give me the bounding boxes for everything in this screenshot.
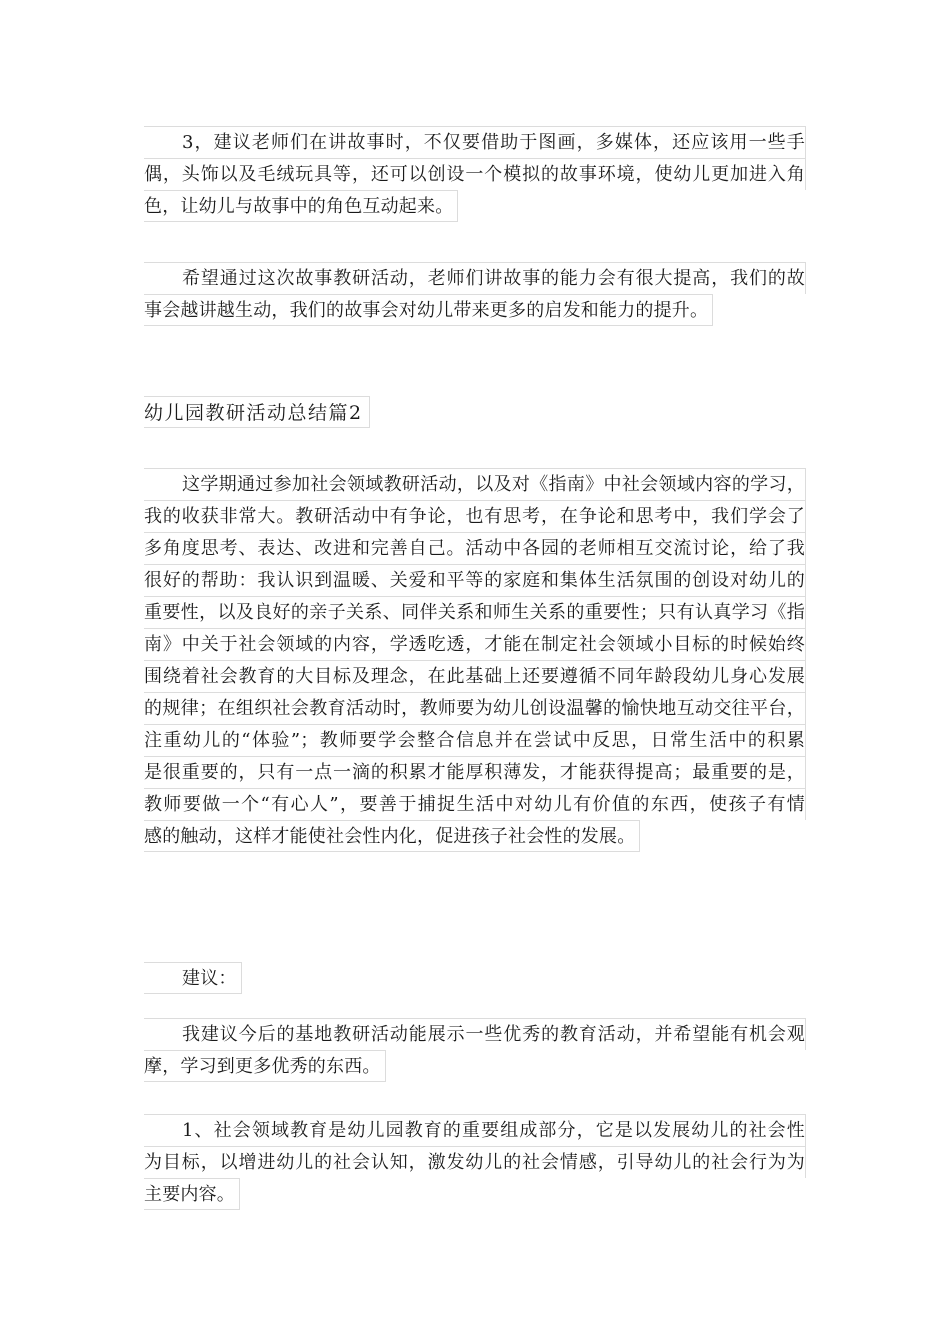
paragraph-line: 摩，学习到更多优秀的东西。 — [144, 1050, 386, 1082]
paragraph-line: 事会越讲越生动，我们的故事会对幼儿带来更多的启发和能力的提升。 — [144, 294, 713, 326]
paragraph-line: 我建议今后的基地教研活动能展示一些优秀的教育活动，并希望能有机会观 — [144, 1018, 806, 1050]
section-heading: 幼儿园教研活动总结篇2 — [144, 396, 370, 428]
paragraph-line: 色，让幼儿与故事中的角色互动起来。 — [144, 190, 458, 222]
paragraph-line: 为目标，以增进幼儿的社会认知，激发幼儿的社会情感，引导幼儿的社会行为为 — [144, 1146, 806, 1178]
paragraph-suggestion-3 — [144, 126, 806, 223]
paragraph-line: 3，建议老师们在讲故事时，不仅要借助于图画，多媒体，还应该用一些手 — [144, 126, 806, 158]
paragraph-line: 希望通过这次故事教研活动，老师们讲故事的能力会有很大提高，我们的故 — [144, 262, 806, 294]
paragraph-line: 南》中关于社会领域的内容，学透吃透，才能在制定社会领域小目标的时候始终 — [144, 628, 806, 660]
paragraph-point-1 — [144, 1114, 806, 1211]
paragraph-suggestion-observe — [144, 1018, 806, 1083]
paragraph-line: 教师要做一个“有心人”，要善于捕捉生活中对幼儿有价值的东西，使孩子有情 — [144, 788, 806, 820]
paragraph-line: 围绕着社会教育的大目标及理念，在此基础上还要遵循不同年龄段幼儿身心发展 — [144, 660, 806, 692]
paragraph-line: 感的触动，这样才能使社会性内化，促进孩子社会性的发展。 — [144, 820, 640, 852]
paragraph-line: 这学期通过参加社会领域教研活动，以及对《指南》中社会领域内容的学习， — [144, 468, 806, 500]
paragraph-line: 重要性，以及良好的亲子关系、同伴关系和师生关系的重要性；只有认真学习《指 — [144, 596, 806, 628]
paragraph-line: 是很重要的，只有一点一滴的积累才能厚积薄发，才能获得提高；最重要的是， — [144, 756, 806, 788]
paragraph-suggestion-label — [144, 962, 806, 995]
paragraph-line: 多角度思考、表达、改进和完善自己。活动中各园的老师相互交流讨论，给了我 — [144, 532, 806, 564]
paragraph-line: 偶，头饰以及毛绒玩具等，还可以创设一个模拟的故事环境，使幼儿更加进入角 — [144, 158, 806, 190]
paragraph-line: 我的收获非常大。教研活动中有争论，也有思考，在争论和思考中，我们学会了 — [144, 500, 806, 532]
paragraph-line: 很好的帮助：我认识到温暖、关爱和平等的家庭和集体生活氛围的创设对幼儿的 — [144, 564, 806, 596]
paragraph-line: 主要内容。 — [144, 1178, 240, 1210]
paragraph-hope — [144, 262, 806, 327]
paragraph-line: 建议： — [144, 962, 242, 994]
paragraph-social-domain-summary — [144, 468, 806, 853]
paragraph-line: 注重幼儿的“体验”；教师要学会整合信息并在尝试中反思，日常生活中的积累 — [144, 724, 806, 756]
paragraph-line: 的规律；在组织社会教育活动时，教师要为幼儿创设温馨的愉快地互动交往平台， — [144, 692, 806, 724]
paragraph-line: 1、社会领域教育是幼儿园教育的重要组成部分，它是以发展幼儿的社会性 — [144, 1114, 806, 1146]
